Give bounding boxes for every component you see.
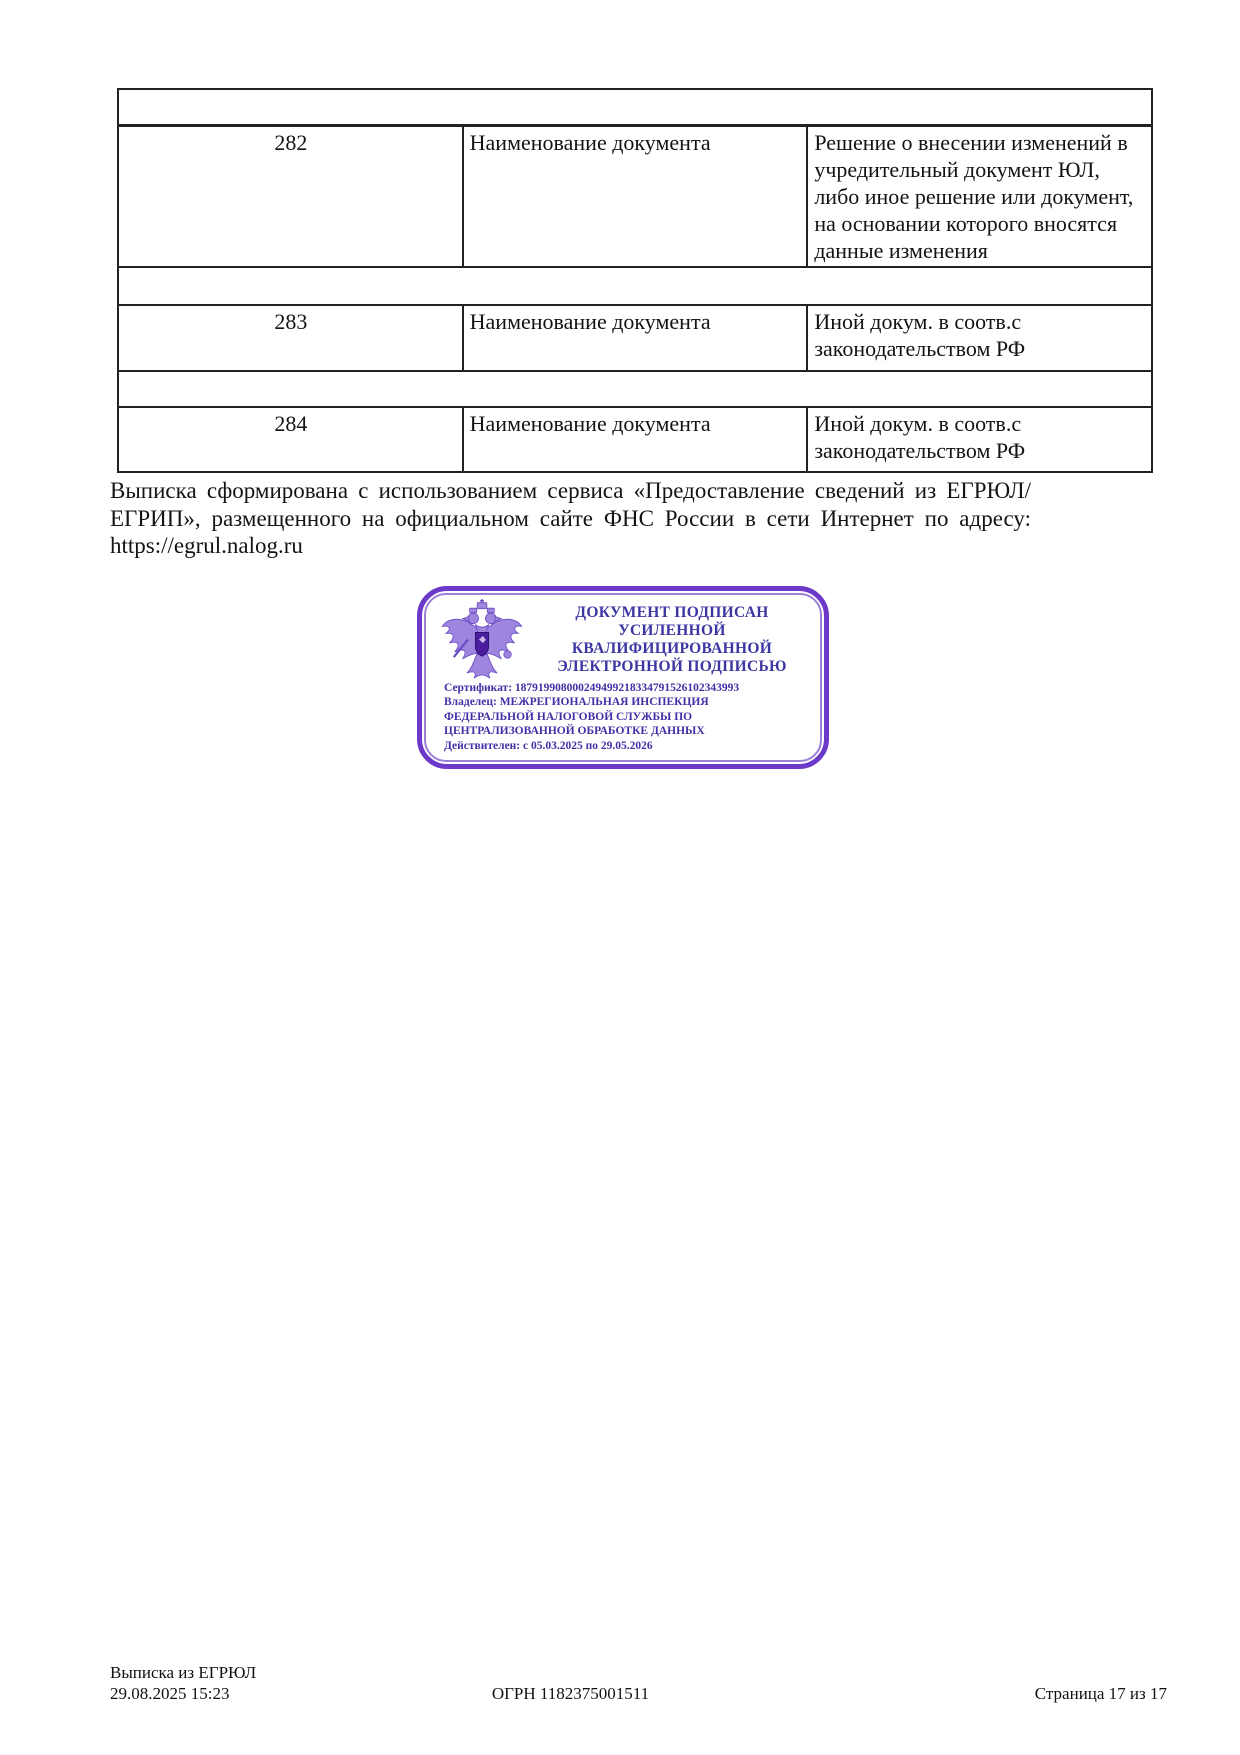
owner-value: МЕЖРЕГИОНАЛЬНАЯ ИНСПЕКЦИЯ ФЕДЕРАЛЬНОЙ НАЛОГОВОЙ СЛУЖБЫ ПО ЦЕНТРАЛИЗОВАННОЙ ОБРАБОТКЕ ДАННЫХ xyxy=(444,696,709,738)
extract-note: Выписка сформирована с использованием сервиса «Предоставление сведений из ЕГРЮЛ/ЕГРИП», размещенного на официальном сайте ФНС России в сети Интернет по адресу: https://egrul.nalog.ru xyxy=(110,478,1031,558)
table-row-empty xyxy=(118,89,1152,126)
row-label: Наименование документа xyxy=(463,407,808,472)
table-row-282 xyxy=(118,126,1152,268)
row-value: Иной докум. в соотв.с законодательством РФ xyxy=(807,407,1152,472)
certificate-value: 187919908000249499218334791526102343993 xyxy=(514,682,740,694)
empty-row-cell xyxy=(118,371,1152,407)
digital-signature-stamp xyxy=(417,586,829,769)
digital-signature-stamp-inner xyxy=(424,593,822,762)
empty-row-cell xyxy=(118,267,1152,305)
footer-datetime: 29.08.2025 15:23 xyxy=(110,1683,230,1703)
stamp-details xyxy=(444,681,810,753)
certificate-line xyxy=(444,681,810,695)
validity-value: с 05.03.2025 по 29.05.2026 xyxy=(523,739,653,752)
table-row-283 xyxy=(118,305,1152,371)
table-row-284 xyxy=(118,407,1152,472)
row-number: 282 xyxy=(118,126,463,268)
footer-doc-type: Выписка из ЕГРЮЛ xyxy=(110,1663,257,1682)
stamp-title xyxy=(530,604,814,676)
table-row-empty xyxy=(118,371,1152,407)
footer-page-number: Страница 17 из 17 xyxy=(1034,1684,1167,1703)
row-value: Иной докум. в соотв.с законодательством РФ xyxy=(807,305,1152,371)
owner-line xyxy=(444,695,796,738)
russian-coat-of-arms-icon xyxy=(438,599,526,687)
footer-ogrn: ОГРН 1182375001511 xyxy=(491,1684,650,1703)
stamp-title-line-2: УСИЛЕННОЙ КВАЛИФИЦИРОВАННОЙ xyxy=(571,622,773,657)
validity-label: Действителен: xyxy=(444,739,521,752)
table-row-empty xyxy=(118,267,1152,305)
row-label: Наименование документа xyxy=(463,305,808,371)
row-number: 283 xyxy=(118,305,463,371)
document-table-body xyxy=(118,89,1152,472)
stamp-title-line-1: ДОКУМЕНТ ПОДПИСАН xyxy=(575,604,769,621)
row-number: 284 xyxy=(118,407,463,472)
stamp-title-line-3: ЭЛЕКТРОННОЙ ПОДПИСЬЮ xyxy=(557,658,787,675)
certificate-label: Сертификат: xyxy=(444,682,513,694)
document-table xyxy=(117,88,1153,473)
owner-label: Владелец: xyxy=(444,696,497,709)
row-label: Наименование документа xyxy=(463,126,808,268)
validity-line xyxy=(444,739,810,753)
empty-row-cell xyxy=(118,89,1152,126)
row-value: Решение о внесении изменений в учредительный документ ЮЛ, либо иное решение или документ, на основании которого вносятся данные изменения xyxy=(807,126,1152,268)
